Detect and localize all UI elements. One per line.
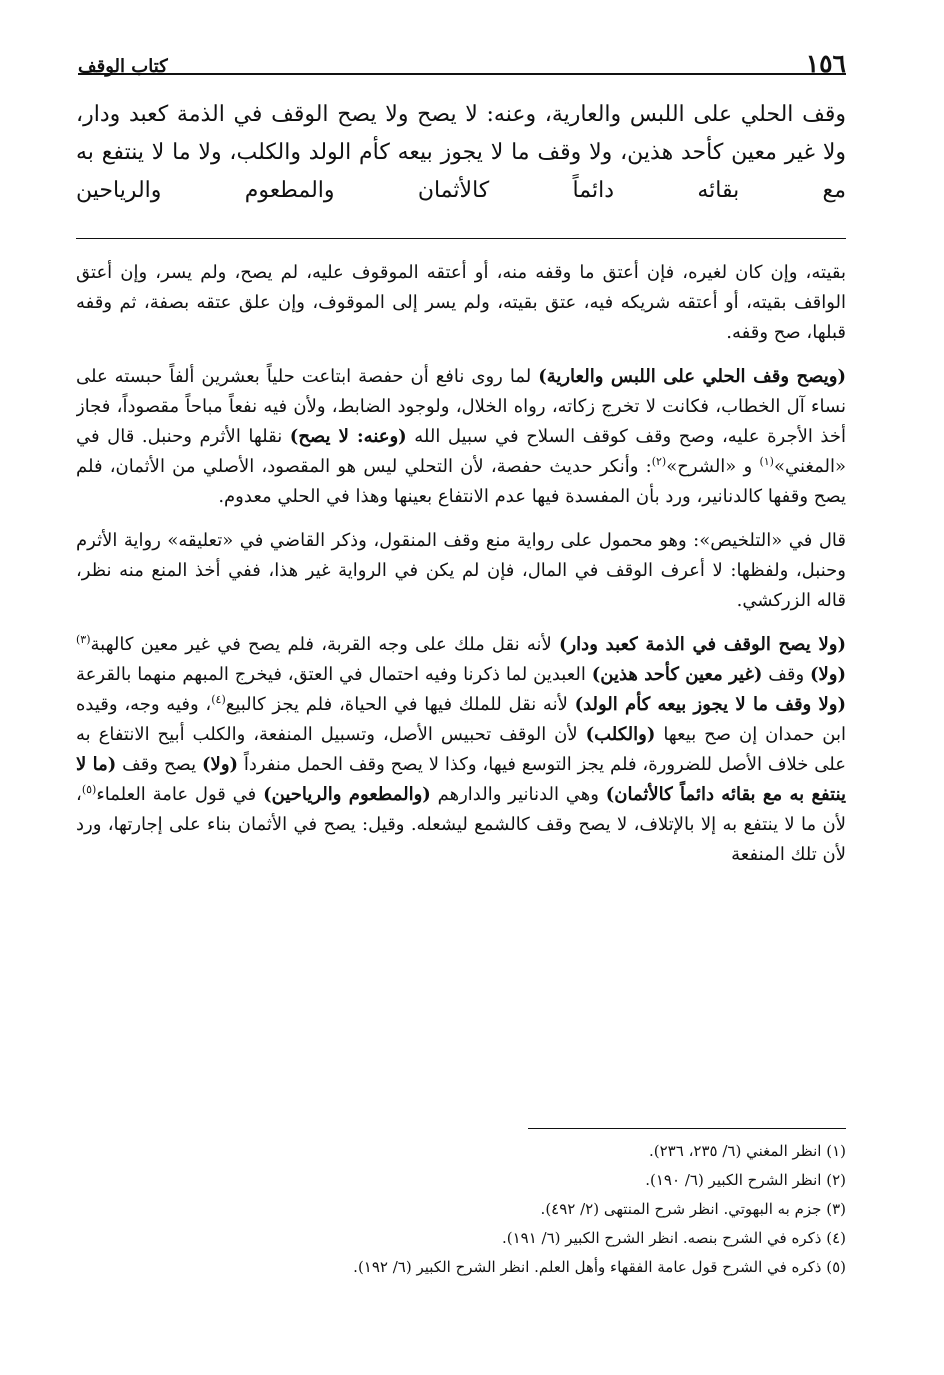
commentary-paragraph-4 [76,630,846,982]
commentary [76,258,846,996]
quoted-matn: (ولا) [202,754,239,775]
commentary-text: وهي الدنانير والدارهم [430,784,606,805]
footnote-4: (٤) ذكره في الشرح بنصه. انظر الشرح الكبير (٦/ ١٩١). [501,1229,846,1247]
footnote-1: (١) انظر المغني (٦/ ٢٣٥، ٢٣٦). [649,1142,846,1160]
commentary-text: : وأنكر حديث حفصة، لأن التحلي ليس هو المقصود، الأصلي من الأثمان، فلم يصح وقفها كالدنانير، ورد بأن المفسدة فيها عدم الانتفاع بعينها وهذا في الحلي معدوم. [76,456,846,507]
commentary-text: يصح وقف [116,754,203,775]
footnote-2: (٢) انظر الشرح الكبير (٦/ ١٩٠). [645,1171,846,1189]
quoted-matn: (ولا وقف ما لا يجوز بيعه كأم الولد) [574,694,846,715]
footnote-ref-2[interactable]: (٢) [651,455,667,468]
quoted-matn: (غير معين كأحد هذين) [591,664,763,685]
commentary-text: و «الشرح» [666,456,760,477]
quoted-matn: (والمطعوم والرياحين) [263,784,431,805]
quoted-matn: (والكلب) [585,724,656,745]
commentary-text: لما روى نافع أن حفصة ابتاعت حلياً بعشرين ألفاً حبسته على نساء آل الخطاب، فكانت لا تخرج زكاته، رواه الخلال، ولوجود الضابط، ولأن فيه نفعاً مباحاً مقصوداً، فجاز أخذ الأجرة عليه، وصح وقف كوقف السلاح في سبيل الله [76,366,846,447]
commentary-text: وقف [762,664,810,685]
matn-text: وقف الحلي على اللبس والعارية، وعنه: لا يصح ولا يصح الوقف في الذمة كعبد ودار، ولا غير معين كأحد هذين، ولا وقف ما لا يجوز بيعه كأم الولد والكلب، ولا ما لا ينتفع به مع بقائه دائماً كالأثمان والمطعوم والرياحين [76,102,846,203]
footnote-ref-4[interactable]: (٤) [211,693,226,706]
commentary-paragraph-2 [76,362,846,512]
commentary-text: نقلها الأثرم وحنبل. قال في «المغني» [76,426,846,477]
matn-separator [76,238,846,239]
commentary-text: العبدين لما ذكرنا وفيه احتمال في العتق، فيخرج المبهم منهما بالقرعة [76,664,592,685]
commentary-text: لأنه نقل للملك فيها في الحياة، فلم يجز كالبيع [225,694,575,715]
footnote-3: (٣) جزم به البهوتي. انظر شرح المنتهى (٢/ ٤٩٢). [540,1200,846,1218]
commentary-text: في قول عامة العلماء [96,784,264,805]
commentary-text: لأن الوقف تحبيس الأصل، وتسبيل المنفعة، والكلب أبيح الانتفاع به على خلاف الأصل للضرورة، فلم يجز التوسع فيها، وكذا لا يصح وقف الحمل منفرداً [76,724,846,775]
running-header [78,38,846,76]
quoted-matn: (ويصح وقف الحلي على اللبس والعارية) [538,366,846,387]
commentary-text: ، لأن ما لا ينتفع به إلا بالإتلاف، لا يصح وقف كالشمع ليشعله. وقيل: يصح في الأثمان بناء على إجارتها، ورد لأن تلك المنفعة [76,784,846,865]
commentary-paragraph-3: قال في «التلخيص»: وهو محمول على رواية منع وقف المنقول، وذكر القاضي في «تعليقه» رواية الأثرم وحنبل، ولفظها: لا أعرف الوقف في المال، فإن لم يكن في الرواية غير هذا، ففي أخذ المنع منه نظر، قاله الزركشي. [76,530,846,611]
footnote-5: (٥) ذكره في الشرح قول عامة الفقهاء وأهل العلم. انظر الشرح الكبير (٦/ ١٩٢). [353,1258,846,1276]
quoted-matn: (ولا) [810,664,846,685]
footnotes [76,1137,846,1282]
footnote-separator [528,1128,846,1129]
footnote-ref-1[interactable]: (١) [759,455,774,468]
quoted-matn: (وعنه: لا يصح) [289,426,407,447]
book-title: كتاب الوقف [78,56,168,77]
commentary-text: لأنه نقل ملك على وجه القربة، فلم يصح في غير معين كالهبة [90,634,559,655]
commentary-paragraph-1: بقيته، وإن كان لغيره، فإن أعتق ما وقفه منه، أو أعتقه الموقوف عليه، لم يصح، ولم يسر، وإن أعتق الواقف بقيته، أو أعتقه شريكه فيه، عتق بقيته، ولم يسر إلى الموقوف، وإن علق عتقه بصفة، ثم وقفه قبلها، صح وقفه. [76,262,846,343]
quoted-matn: (ولا يصح الوقف في الذمة كعبد ودار) [558,634,846,655]
commentary-text: ، وفيه وجه، وقيده ابن حمدان إن صح بيعها [76,694,846,745]
footnote-ref-3[interactable]: (٣) [76,633,91,646]
page-number: ١٥٦ [805,49,846,78]
header-rule [78,73,846,75]
footnote-ref-5[interactable]: (٥) [81,783,97,796]
quoted-matn: (ما لا ينتفع به مع بقائه دائماً كالأثمان) [76,754,846,805]
